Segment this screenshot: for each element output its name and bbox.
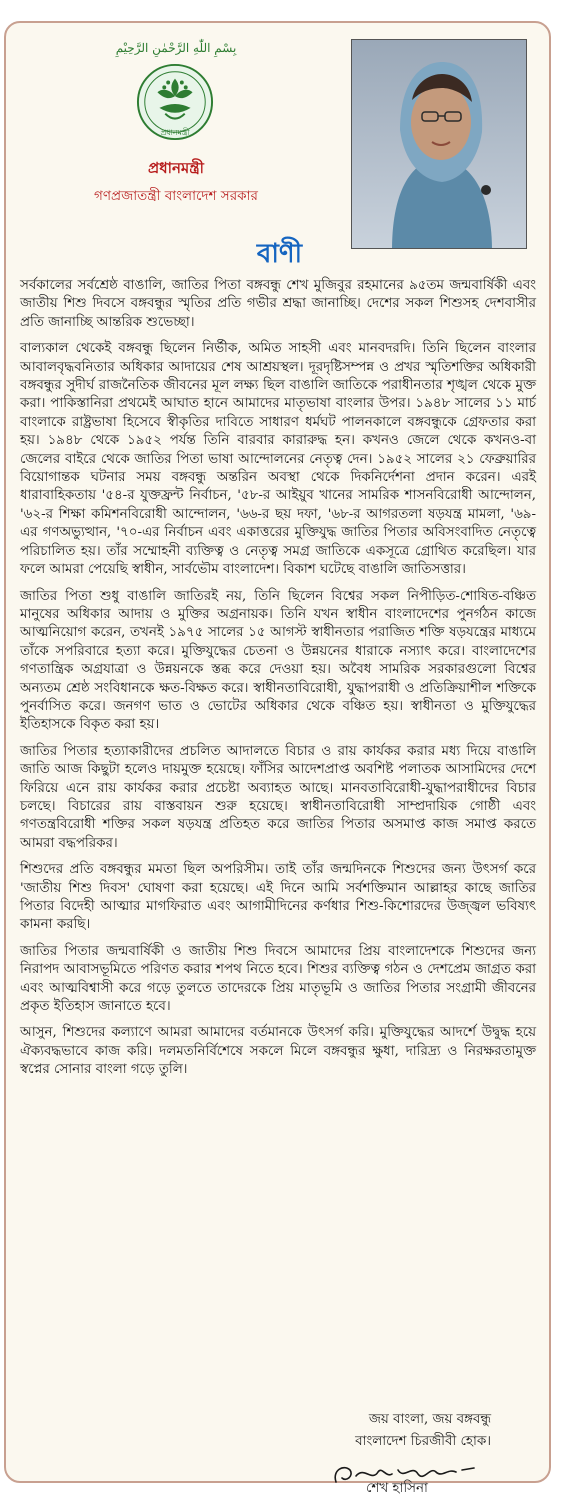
message-paragraph: শিশুদের প্রতি বঙ্গবন্ধুর মমতা ছিল অপরিসীম। তাই তাঁর জন্মদিনকে শিশুদের জন্য উৎসর্গ করে 'জাতীয় শিশু দিবস' ঘোষণা করা হয়েছে। এই দিনে আমি সর্বশক্তিমান আল্লাহর কাছে জাতির পিতার বিদেহী আত্মার মাগফিরাত এবং আগামীদিনের কর্ণধার শিশু-কিশোরদের উজ্জ্বল ভবিষ্যৎ কামনা করছি। — [20, 862, 536, 933]
message-paragraph: জাতির পিতার জন্মবার্ষিকী ও জাতীয় শিশু দিবসে আমাদের প্রিয় বাংলাদেশকে শিশুদের জন্য নিরাপদ আবাসভূমিতে পরিণত করার শপথ নিতে হবে। শিশুর ব্যক্তিত্ব গঠন ও দেশপ্রেম জাগ্রত করা এবং আত্মবিশ্বাসী করে গড়ে তুলতে তাদেরকে প্রিয় মাতৃভূমি ও জাতির পিতার সংগ্রামী জীবনের প্রকৃত ইতিহাস জানাতে হবে। — [20, 943, 536, 1015]
message-paragraph: বাল্যকাল থেকেই বঙ্গবন্ধু ছিলেন নির্ভীক, অমিত সাহসী এবং মানবদরদি। তিনি ছিলেন বাংলার আবালবৃদ্ধবনিতার অধিকার আদায়ের শেষ আশ্রয়স্থল। দূরদৃষ্টিসম্পন্ন ও প্রখর স্মৃতিশক্তির অধিকারী বঙ্গবন্ধুর সুদীর্ঘ রাজনৈতিক জীবনের মূল লক্ষ্য ছিল বাঙালি জাতিকে পরাধীনতার শৃঙ্খল থেকে মুক্ত করা। পাকিস্তানিরা প্রথমেই আঘাত হানে আমাদের মাতৃভাষা বাংলার উপর। ১৯৪৮ সালের ১১ মার্চ বাংলাকে রাষ্ট্রভাষা হিসেবে স্বীকৃতির দাবিতে সাধারণ ধর্মঘট পালনকালে বঙ্গবন্ধুকে গ্রেফতার করা হয়। ১৯৪৮ থেকে ১৯৫২ পর্যন্ত তিনি বারবার কারারুদ্ধ হন। কখনও জেলে থেকে কখনও-বা জেলের বাইরে থেকে জাতির পিতা ভাষা আন্দোলনের নেতৃত্ব দেন। ১৯৫২ সালের ২১ ফেব্রুয়ারির বিয়োগান্তক ঘটনার সময় বঙ্গবন্ধু অন্তরিন অবস্থা থেকে দিকনির্দেশনা প্রদান করেন। এরই ধারাবাহিকতায় '৫৪-র যুক্তফ্রন্ট নির্বাচন, '৫৮-র আইয়ুব খানের সামরিক শাসনবিরোধী আন্দোলন, '৬২-র শিক্ষা কমিশনবিরোধী আন্দোলন, '৬৬-র ছয় দফা, '৬৮-র আগরতলা ষড়যন্ত্র মামলা, '৬৯-এর গণঅভ্যুত্থান, '৭০-এর নির্বাচন এবং একাত্তরের মুক্তিযুদ্ধ জাতির পিতার অবিসংবাদিত নেতৃত্বে পরিচালিত হয়। তাঁর সম্মোহনী ব্যক্তিত্ব ও নেতৃত্ব সমগ্র জাতিকে একসূত্রে গ্রোথিত করেছিল। যার ফলে আমরা পেয়েছি স্বাধীন, সার্বভৌম বাংলাদেশ। বিকাশ ঘটেছে বাঙালি জাতিসত্তার। — [20, 341, 536, 578]
prime-minister-photo — [351, 39, 527, 249]
message-paragraph: আসুন, শিশুদের কল্যাণে আমরা আমাদের বর্তমানকে উৎসর্গ করি। মুক্তিযুদ্ধের আদর্শে উদ্বুদ্ধ হয়ে ঐক্যবদ্ধভাবে কাজ করি। দলমতনির্বিশেষে সকলে মিলে বঙ্গবন্ধুর ক্ষুধা, দারিদ্র্য ও নিরক্ষরতামুক্ত স্বপ্নের সোনার বাংলা গড়ে তুলি। — [20, 1025, 536, 1078]
message-body — [20, 277, 536, 1088]
message-title: বাণী — [256, 239, 303, 269]
message-paragraph: জাতির পিতা শুধু বাঙালি জাতিরই নয়, তিনি ছিলেন বিশ্বের সকল নিপীড়িত-শোষিত-বঞ্চিত মানুষের অধিকার আদায় ও মুক্তির অগ্রনায়ক। তিনি যখন স্বাধীন বাংলাদেশের পুনর্গঠন কাজে আত্মনিয়োগ করেন, তখনই ১৯৭৫ সালের ১৫ আগস্ট স্বাধীনতার পরাজিত শক্তি ষড়যন্ত্রের মাধ্যমে তাঁকে সপরিবারে হত্যা করে। মুক্তিযুদ্ধের চেতনা ও উন্নয়নের ধারাকে নস্যাৎ করে। বাংলাদেশের গণতান্ত্রিক অগ্রযাত্রা ও উন্নয়নকে স্তব্ধ করে দেওয়া হয়। অবৈধ সামরিক সরকারগুলো বিশ্বের অন্যতম শ্রেষ্ঠ সংবিধানকে ক্ষত-বিক্ষত করে। স্বাধীনতাবিরোধী, যুদ্ধাপরাধী ও প্রতিক্রিয়াশীল শক্তিকে পুনর্বাসিত করে। জনগণ ভাত ও ভোটের অধিকার থেকে বঞ্চিত হয়। স্বাধীনতা ও মুক্তিযুদ্ধের ইতিহাসকে বিকৃত করা হয়। — [20, 588, 536, 733]
closing-line-chirojibi: বাংলাদেশ চিরজীবী হোক। — [355, 1434, 491, 1449]
message-paragraph: জাতির পিতার হত্যাকারীদের প্রচলিত আদালতে বিচার ও রায় কার্যকর করার মধ্য দিয়ে বাঙালি জাতি আজ কিছুটা হলেও দায়মুক্ত হয়েছে। ফাঁসির আদেশপ্রাপ্ত অবশিষ্ট পলাতক আসামিদের দেশে ফিরিয়ে এনে রায় কার্যকর করার প্রচেষ্টা অব্যাহত আছে। মানবতাবিরোধী-যুদ্ধাপরাধীদের বিচার চলছে। বিচারের রায় বাস্তবায়ন শুরু হয়েছে। স্বাধীনতাবিরোধী সাম্প্রদায়িক গোষ্ঠী এবং গণতন্ত্রবিরোধী শক্তির সকল ষড়যন্ত্র প্রতিহত করে জাতির পিতার অসমাপ্ত কাজ সমাপ্ত করতে আমরা বদ্ধপরিকর। — [20, 743, 536, 851]
government-name: গণপ্রজাতন্ত্রী বাংলাদেশ সরকার — [94, 188, 258, 204]
closing-line-joy-bangla: জয় বাংলা, জয় বঙ্গবন্ধু — [368, 1412, 491, 1427]
office-title: প্রধানমন্ত্রী — [148, 159, 204, 177]
bismillah-calligraphy: بِسْمِ اللّٰهِ الرَّحْمٰنِ الرَّحِيْمِ — [115, 41, 237, 55]
closing-slogans — [355, 1409, 491, 1453]
header — [6, 23, 553, 269]
message-frame — [4, 21, 551, 1496]
emblem-caption: প্রধানমন্ত্রী — [160, 128, 190, 138]
bangladesh-emblem-icon — [136, 63, 214, 141]
portrait-photo-icon — [352, 40, 527, 249]
signer-name: শেখ হাসিনা — [366, 1481, 428, 1496]
message-paragraph: সর্বকালের সর্বশ্রেষ্ঠ বাঙালি, জাতির পিতা বঙ্গবন্ধু শেখ মুজিবুর রহমানের ৯৫তম জন্মবার্ষিকী এবং জাতীয় শিশু দিবসে বঙ্গবন্ধুর স্মৃতির প্রতি গভীর শ্রদ্ধা জানাচ্ছি। দেশের সকল শিশুসহ দেশবাসীর প্রতি জানাচ্ছি আন্তরিক শুভেচ্ছা। — [20, 278, 536, 330]
